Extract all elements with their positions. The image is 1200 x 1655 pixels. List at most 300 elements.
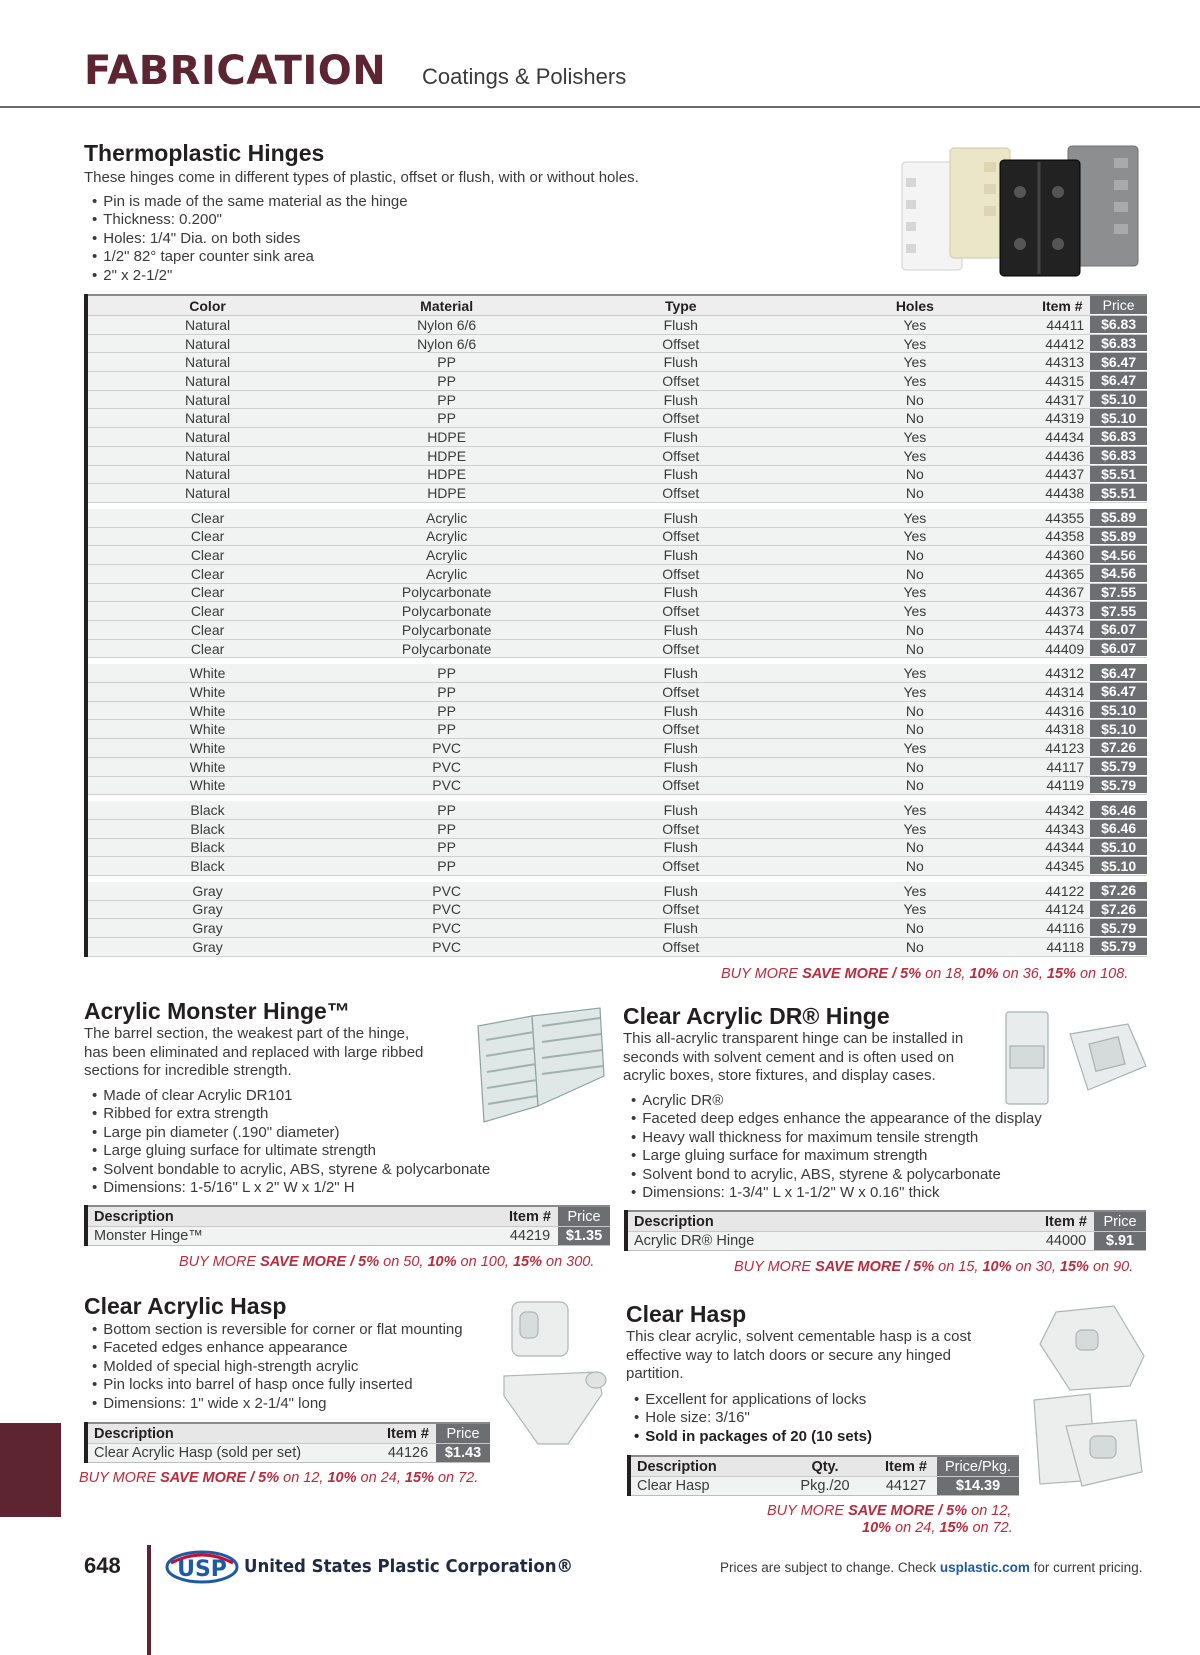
cell-holes: No: [905, 410, 924, 427]
thermoplastic-title: Thermoplastic Hinges: [84, 140, 325, 166]
bullet-item: • Bottom section is reversible for corner or flat mounting: [92, 1321, 463, 1339]
hasp-title: Clear Acrylic Hasp: [84, 1293, 287, 1319]
cell-item: 44124: [1045, 901, 1085, 918]
cell-item: 44344: [1045, 839, 1085, 856]
cell-material: PP: [437, 410, 456, 427]
buymore-text: BUY MORE: [734, 1259, 816, 1275]
cell-price: $5.79: [1090, 919, 1147, 937]
cell-holes: No: [905, 547, 924, 564]
cell-type: Offset: [662, 447, 700, 464]
cell-holes: Yes: [903, 603, 927, 620]
cell-material: HDPE: [427, 428, 467, 445]
cell-color: Black: [190, 839, 225, 856]
cell-color: Natural: [184, 410, 231, 427]
cell-material: Acrylic: [426, 509, 468, 526]
bullet-item: • Excellent for applications of locks: [634, 1391, 872, 1409]
bullet-item: • Solvent bondable to acrylic, ABS, styrene & polycarbonate: [92, 1161, 490, 1179]
cell-type: Flush: [663, 702, 698, 719]
cell-price: $4.56: [1090, 565, 1147, 583]
cell-color: White: [189, 777, 226, 794]
cell-color: Natural: [184, 466, 231, 483]
dr-desc: [623, 1030, 963, 1086]
cell-item: 44315: [1045, 372, 1085, 389]
buymore-pct: 5%: [900, 966, 922, 982]
cell-color: Natural: [184, 485, 231, 502]
monster-desc: [84, 1025, 423, 1081]
cell-type: Flush: [663, 354, 698, 371]
table-row: [88, 664, 1147, 683]
cell-item: 44373: [1045, 603, 1085, 620]
cell-type: Flush: [663, 758, 698, 775]
cell-price: $7.55: [1090, 602, 1147, 620]
bullet-item: • Made of clear Acrylic DR101: [92, 1087, 490, 1105]
cell-item: 44367: [1045, 584, 1085, 601]
cell-material: PP: [437, 802, 456, 819]
cell-holes: Yes: [903, 820, 927, 837]
col-price: Price: [436, 1424, 490, 1443]
buymore-pct: 10%: [969, 966, 999, 982]
dr-bullets: [631, 1092, 1042, 1202]
cell-type: Flush: [663, 547, 698, 564]
cell-material: Nylon 6/6: [417, 335, 477, 352]
cell-type: Offset: [662, 683, 700, 700]
cell-price: $5.10: [1090, 702, 1147, 720]
cell-holes: No: [905, 938, 924, 955]
buymore-qty: on 12,: [967, 1503, 1012, 1519]
cell-type: Offset: [662, 410, 700, 427]
bullet-item: • Pin locks into barrel of hasp once fully inserted: [92, 1376, 463, 1394]
table-row: [88, 584, 1147, 603]
table-row: [88, 820, 1147, 839]
cell-price: $.91: [1094, 1232, 1146, 1250]
cell-material: Acrylic: [426, 528, 468, 545]
cell-holes: No: [905, 640, 924, 657]
section-tab-marker: [0, 1423, 61, 1517]
cell-material: PP: [437, 354, 456, 371]
clearhasp-title: Clear Hasp: [626, 1301, 747, 1327]
cell-material: Polycarbonate: [401, 640, 492, 657]
cell-color: Gray: [192, 938, 223, 955]
buymore-qty: on 72.: [433, 1470, 479, 1486]
cell-material: PP: [437, 372, 456, 389]
table-row: [628, 1232, 1146, 1251]
col-price: Price: [1094, 1212, 1146, 1231]
cell-description: Clear Hasp: [637, 1478, 710, 1494]
hasp-bullets: [92, 1321, 463, 1413]
cell-item: 44116: [1046, 920, 1085, 937]
cell-holes: No: [905, 721, 924, 738]
cell-item: 44434: [1045, 428, 1085, 445]
buymore-save: SAVE MORE /: [848, 1503, 947, 1519]
cell-color: Clear: [190, 621, 225, 638]
cell-color: White: [189, 683, 226, 700]
cell-item: 44319: [1045, 410, 1085, 427]
clear-hasp-photo: [1026, 1304, 1148, 1494]
table-row: [88, 683, 1147, 702]
cell-material: HDPE: [427, 447, 467, 464]
bullet-item: • Large gluing surface for ultimate strength: [92, 1142, 490, 1160]
cell-color: White: [189, 665, 226, 682]
cell-holes: No: [905, 758, 924, 775]
col-price: Price: [1090, 296, 1147, 315]
buymore-text: BUY MORE: [721, 966, 803, 982]
monster-buy-more: [179, 1254, 594, 1270]
bullet-item: • Hole size: 3/16": [634, 1409, 872, 1427]
note-text: Prices are subject to change. Check: [720, 1560, 940, 1575]
cell-color: Natural: [184, 428, 231, 445]
cell-material: Acrylic: [426, 547, 468, 564]
col-item: Item #: [387, 1425, 429, 1442]
cell-price: $5.51: [1090, 466, 1147, 484]
cell-color: Clear: [190, 603, 225, 620]
cell-color: Natural: [184, 372, 231, 389]
cell-item: 44411: [1046, 316, 1085, 333]
cell-price: $5.79: [1090, 777, 1147, 795]
desc-line: has been eliminated and replaced with large ribbed: [84, 1043, 424, 1061]
table-row: [88, 447, 1147, 466]
cell-holes: No: [905, 839, 924, 856]
cell-price: $7.55: [1090, 584, 1147, 602]
bullet-item: • Dimensions: 1-3/4" L x 1-1/2" W x 0.16" thick: [631, 1184, 1042, 1202]
col-color: Color: [189, 297, 226, 314]
cell-color: Gray: [192, 901, 223, 918]
cell-item: 44123: [1045, 739, 1085, 756]
page-category: FABRICATION: [84, 48, 387, 94]
cell-price: $6.46: [1090, 801, 1147, 819]
clearhasp-bullets: [634, 1391, 872, 1446]
cell-item: 44316: [1045, 702, 1085, 719]
cell-item: 44409: [1045, 640, 1085, 657]
buymore-pct: 5%: [358, 1254, 380, 1270]
cell-type: Flush: [663, 882, 698, 899]
buymore-pct: 10%: [427, 1254, 457, 1270]
cell-item: 44313: [1045, 354, 1085, 371]
cell-holes: Yes: [903, 447, 927, 464]
cell-color: Natural: [184, 391, 231, 408]
cell-price: $4.56: [1090, 546, 1147, 564]
buymore-pct: 5%: [258, 1470, 280, 1486]
hasp-photo: [498, 1298, 610, 1448]
cell-holes: Yes: [903, 372, 927, 389]
table-row: [88, 391, 1147, 410]
cell-item: 44126: [387, 1445, 429, 1461]
buymore-qty: on 100,: [456, 1254, 513, 1270]
table-row: [88, 801, 1147, 820]
monster-bullets: [92, 1087, 490, 1197]
cell-holes: No: [905, 621, 924, 638]
desc-line: The barrel section, the weakest part of the hinge,: [84, 1025, 410, 1042]
cell-item: 44437: [1045, 466, 1085, 483]
buymore-qty: on 30,: [1011, 1259, 1060, 1275]
cell-price: $6.47: [1090, 683, 1147, 701]
hasp-buy-more: [79, 1470, 478, 1486]
cell-type: Offset: [662, 528, 700, 545]
cell-color: White: [189, 758, 226, 775]
cell-item: 44312: [1045, 665, 1085, 682]
table-row: [88, 720, 1147, 739]
cell-item: 44360: [1045, 547, 1085, 564]
table-row: [88, 466, 1147, 485]
cell-price: $5.51: [1090, 484, 1147, 502]
cell-price: $6.83: [1090, 316, 1147, 334]
clearhasp-buy-more-line1: [767, 1503, 1011, 1519]
col-description: Description: [94, 1425, 174, 1442]
cell-price: $5.79: [1090, 938, 1147, 956]
desc-line: partition.: [626, 1365, 684, 1382]
thermoplastic-table: [84, 294, 1147, 957]
page-number: 648: [84, 1553, 121, 1578]
table-row: [88, 1227, 610, 1246]
table-row: [88, 409, 1147, 428]
cell-price: $6.47: [1090, 353, 1147, 371]
footer-divider: [147, 1545, 151, 1655]
col-description: Description: [634, 1213, 714, 1230]
cell-color: Black: [190, 858, 225, 875]
cell-holes: Yes: [903, 354, 927, 371]
table-header: [628, 1210, 1146, 1232]
col-qty: Qty.: [811, 1458, 839, 1475]
cell-color: Natural: [184, 447, 231, 464]
col-description: Description: [637, 1458, 717, 1475]
cell-price: $7.26: [1090, 901, 1147, 919]
buymore-qty: on 36,: [998, 966, 1047, 982]
logo-text: USP: [177, 1557, 227, 1582]
cell-description: Clear Acrylic Hasp (sold per set): [94, 1445, 302, 1461]
table-row: [88, 901, 1147, 920]
cell-material: PVC: [432, 920, 462, 937]
pricing-note: [720, 1560, 1142, 1575]
cell-type: Offset: [662, 565, 700, 582]
thermoplastic-hinges-photo: [892, 144, 1144, 280]
col-price: Price: [558, 1207, 610, 1226]
cell-type: Offset: [662, 938, 700, 955]
cell-type: Flush: [663, 665, 698, 682]
cell-qty: Pkg./20: [800, 1478, 850, 1494]
bullet-item: • Faceted deep edges enhance the appearance of the display: [631, 1110, 1042, 1128]
cell-color: White: [189, 702, 226, 719]
cell-holes: No: [905, 702, 924, 719]
cell-color: Natural: [184, 316, 231, 333]
bullet-item: • Pin is made of the same material as the hinge: [92, 193, 408, 211]
cell-item: 44358: [1045, 528, 1085, 545]
cell-item: 44438: [1045, 485, 1085, 502]
table-row: [88, 882, 1147, 901]
cell-type: Offset: [662, 721, 700, 738]
buymore-pct: 5%: [946, 1503, 968, 1519]
buymore-qty: on 15,: [934, 1259, 983, 1275]
cell-holes: Yes: [903, 428, 927, 445]
buymore-pct: 15%: [939, 1520, 969, 1536]
buymore-qty: on 72.: [968, 1520, 1013, 1536]
cell-material: PVC: [432, 901, 462, 918]
buymore-qty: on 18,: [921, 966, 970, 982]
cell-price: $5.89: [1090, 528, 1147, 546]
cell-type: Offset: [662, 820, 700, 837]
desc-line: seconds with solvent cement and is often used on: [623, 1048, 955, 1066]
table-row: [88, 565, 1147, 584]
cell-material: PP: [437, 820, 456, 837]
cell-color: Natural: [184, 354, 231, 371]
table-row: [88, 372, 1147, 391]
cell-type: Offset: [662, 335, 700, 352]
buymore-qty: on 50,: [379, 1254, 428, 1270]
cell-item: 44219: [509, 1228, 551, 1244]
cell-item: 44118: [1046, 938, 1085, 955]
table-row: [88, 839, 1147, 858]
cell-price: $5.10: [1090, 409, 1147, 427]
desc-line: acrylic boxes, store fixtures, and display cases.: [623, 1067, 936, 1084]
table-row: [88, 484, 1147, 503]
bullet-item: • Large gluing surface for maximum strength: [631, 1147, 1042, 1165]
cell-holes: No: [905, 858, 924, 875]
cell-item: 44317: [1045, 391, 1085, 408]
cell-material: PVC: [432, 882, 462, 899]
cell-type: Flush: [663, 839, 698, 856]
cell-material: Polycarbonate: [401, 603, 492, 620]
hasp-table: [84, 1422, 490, 1463]
buymore-pct: 10%: [327, 1470, 357, 1486]
website-link[interactable]: usplastic.com: [939, 1560, 1030, 1575]
cell-color: Black: [190, 802, 225, 819]
cell-price: $7.26: [1090, 882, 1147, 900]
cell-material: Polycarbonate: [401, 621, 492, 638]
cell-item: 44412: [1045, 335, 1085, 352]
buymore-pct: 15%: [404, 1470, 434, 1486]
cell-price: $6.83: [1090, 447, 1147, 465]
cell-holes: Yes: [903, 584, 927, 601]
cell-price: $5.10: [1090, 839, 1147, 857]
cell-type: Flush: [663, 428, 698, 445]
cell-item: 44119: [1046, 777, 1085, 794]
cell-material: PP: [437, 839, 456, 856]
bullet-item: • Thickness: 0.200": [92, 211, 408, 229]
buymore-text: BUY MORE: [179, 1254, 261, 1270]
monster-table: [84, 1205, 610, 1246]
cell-color: Black: [190, 820, 225, 837]
table-row: [88, 640, 1147, 659]
cell-material: PVC: [432, 758, 462, 775]
cell-price: $5.10: [1090, 391, 1147, 409]
cell-holes: Yes: [903, 739, 927, 756]
buymore-pct: 10%: [862, 1520, 892, 1536]
cell-description: Monster Hinge™: [94, 1228, 203, 1244]
cell-type: Offset: [662, 640, 700, 657]
table-row: [88, 938, 1147, 957]
bullet-item: • Faceted edges enhance appearance: [92, 1339, 463, 1357]
buymore-pct: 15%: [1059, 1259, 1089, 1275]
table-header: [631, 1455, 1019, 1477]
bullet-item: • 1/2" 82° taper counter sink area: [92, 248, 408, 266]
cell-material: HDPE: [427, 466, 467, 483]
buymore-save: SAVE MORE /: [815, 1259, 914, 1275]
cell-price: $6.46: [1090, 820, 1147, 838]
cell-item: 44343: [1045, 820, 1085, 837]
cell-item: 44117: [1046, 758, 1085, 775]
buymore-pct: 15%: [1046, 966, 1076, 982]
cell-type: Flush: [663, 802, 698, 819]
buymore-qty: on 12,: [279, 1470, 328, 1486]
cell-price: $6.83: [1090, 335, 1147, 353]
buymore-text: BUY MORE: [79, 1470, 161, 1486]
bullet-item: • Solvent bond to acrylic, ABS, styrene & polycarbonate: [631, 1166, 1042, 1184]
col-description: Description: [94, 1208, 174, 1225]
table-row: [88, 1444, 490, 1463]
company-name: United States Plastic Corporation®: [244, 1556, 574, 1577]
col-price: Price/Pkg.: [937, 1457, 1019, 1476]
cell-price: $6.47: [1090, 372, 1147, 390]
cell-holes: Yes: [903, 802, 927, 819]
table-row: [88, 546, 1147, 565]
col-item: Item #: [1045, 1213, 1087, 1230]
cell-type: Offset: [662, 777, 700, 794]
buymore-save: SAVE MORE /: [802, 966, 901, 982]
desc-line: sections for incredible strength.: [84, 1062, 292, 1079]
table-row: [88, 739, 1147, 758]
cell-material: PP: [437, 665, 456, 682]
bullet-item: • Dimensions: 1-5/16" L x 2" W x 1/2" H: [92, 1179, 490, 1197]
cell-holes: Yes: [903, 316, 927, 333]
cell-item: 44374: [1045, 621, 1085, 638]
dr-title: Clear Acrylic DR® Hinge: [623, 1003, 890, 1029]
table-row: [88, 702, 1147, 721]
cell-holes: Yes: [903, 665, 927, 682]
desc-line: This all-acrylic transparent hinge can be installed in: [623, 1030, 964, 1047]
table-row: [631, 1477, 1019, 1496]
cell-color: Gray: [192, 920, 223, 937]
table-row: [88, 919, 1147, 938]
cell-type: Offset: [662, 485, 700, 502]
cell-type: Offset: [662, 901, 700, 918]
cell-material: Polycarbonate: [401, 584, 492, 601]
cell-price: $1.35: [558, 1227, 610, 1245]
table-header: [88, 294, 1147, 316]
cell-type: Flush: [663, 920, 698, 937]
cell-item: 44342: [1045, 802, 1085, 819]
buymore-save: SAVE MORE /: [160, 1470, 259, 1486]
cell-price: $6.47: [1090, 664, 1147, 682]
cell-item: 44122: [1045, 882, 1085, 899]
cell-description: Acrylic DR® Hinge: [634, 1233, 755, 1249]
thermoplastic-bullets: [92, 193, 408, 285]
cell-type: Offset: [662, 858, 700, 875]
cell-material: Nylon 6/6: [417, 316, 477, 333]
cell-material: PVC: [432, 739, 462, 756]
cell-item: 44436: [1045, 447, 1085, 464]
cell-type: Offset: [662, 372, 700, 389]
clearhasp-desc: [626, 1328, 971, 1384]
table-header: [88, 1205, 610, 1227]
cell-item: 44345: [1045, 858, 1085, 875]
cell-type: Flush: [663, 584, 698, 601]
page-subcategory: Coatings & Polishers: [422, 64, 627, 89]
bullet-item: • Ribbed for extra strength: [92, 1105, 490, 1123]
cell-holes: No: [905, 485, 924, 502]
cell-color: Clear: [190, 640, 225, 657]
cell-holes: Yes: [903, 528, 927, 545]
bullet-item: • Large pin diameter (.190" diameter): [92, 1124, 490, 1142]
cell-price: $5.89: [1090, 509, 1147, 527]
note-text: for current pricing.: [1029, 1560, 1143, 1575]
buymore-pct: 5%: [913, 1259, 935, 1275]
cell-holes: Yes: [903, 901, 927, 918]
cell-holes: No: [905, 466, 924, 483]
cell-color: White: [189, 721, 226, 738]
table-row: [88, 777, 1147, 796]
cell-price: $1.43: [436, 1444, 490, 1462]
cell-price: $6.83: [1090, 428, 1147, 446]
cell-holes: Yes: [903, 335, 927, 352]
cell-holes: Yes: [903, 683, 927, 700]
